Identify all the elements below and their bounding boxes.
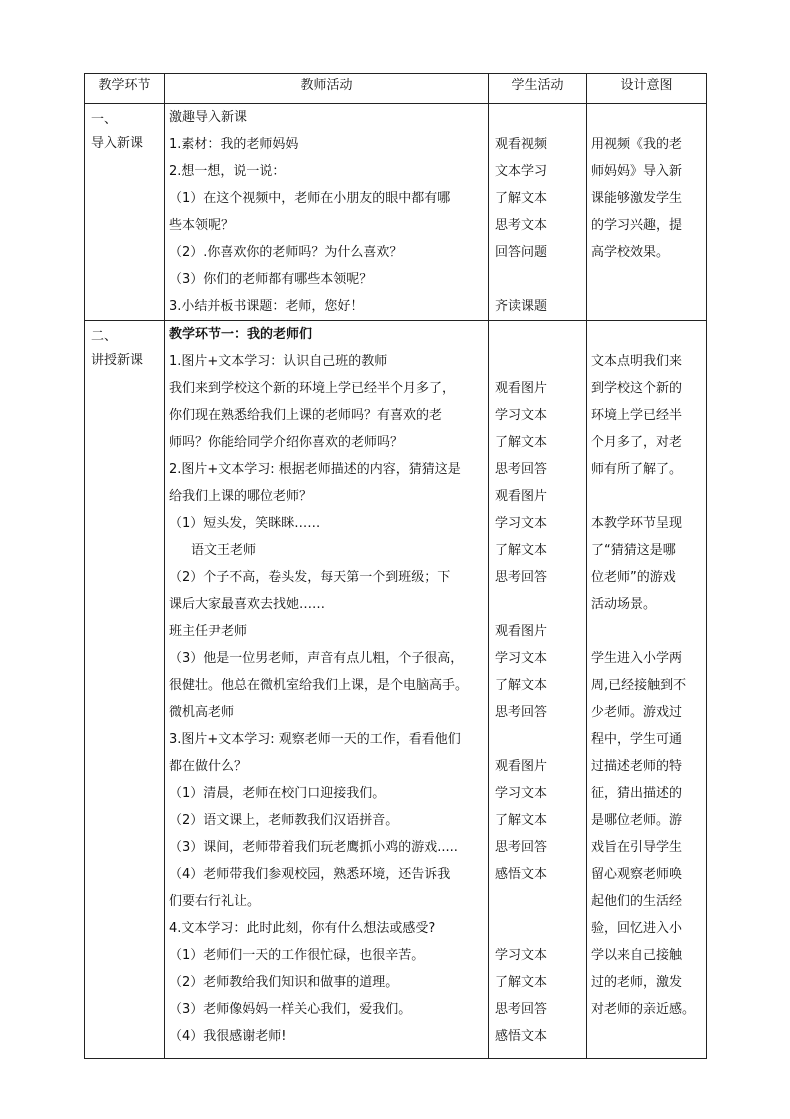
student-activity-cell: [489, 321, 587, 1059]
teacher-line: 3.小结并板书课题：老师，您好！: [169, 299, 364, 314]
student-activity-text: [489, 321, 586, 1050]
teacher-line: 4.文本学习：此时此刻，你有什么想法或感受?: [169, 921, 436, 936]
stage-cell: [85, 321, 165, 1059]
intent-line: 学以来自己接触: [591, 948, 683, 963]
teacher-line: （1）在这个视频中，老师在小朋友的眼中都有哪: [169, 191, 451, 206]
student-line: 思考回答: [495, 570, 548, 585]
intent-line: 课能够激发学生: [591, 191, 683, 206]
student-line: [489, 888, 586, 915]
student-line: 了解文本: [495, 191, 548, 206]
intent-line: 周,已经接触到不: [591, 678, 687, 693]
intent-line: 的学习兴趣，提: [591, 218, 683, 233]
student-line: 齐读课题: [495, 299, 548, 314]
intent-line: 过描述老师的特: [591, 759, 683, 774]
teacher-line: 你们现在熟悉给我们上课的老师吗？有喜欢的老: [169, 408, 443, 423]
student-line: 观看图片: [495, 759, 548, 774]
student-line: 了解文本: [495, 543, 548, 558]
teacher-line: 2.图片+文本学习: 根据老师描述的内容，猜猜这是: [169, 462, 461, 477]
teacher-line: 1.素材：我的老师妈妈: [169, 137, 299, 152]
design-intent-text: [587, 321, 706, 1023]
stage-text: [85, 104, 164, 156]
teacher-line: 1.图片+文本学习：认识自己班的教师: [169, 354, 388, 369]
intent-line: [587, 483, 706, 510]
intent-line: 少老师。游戏过: [591, 705, 683, 720]
teacher-line: 们要右行礼让。: [169, 894, 261, 909]
stage-line: 导入新课: [91, 136, 144, 151]
stage-text: [85, 321, 164, 373]
student-line: [489, 266, 586, 293]
teacher-line: 2.想一想，说一说：: [169, 164, 286, 179]
teacher-line: 都在做什么？: [169, 759, 248, 774]
student-line: 回答问题: [495, 245, 548, 260]
intent-line: 过的老师，激发: [591, 975, 683, 990]
header-student-activity: 学生活动: [489, 74, 587, 104]
student-line: [489, 726, 586, 753]
student-line: 观看图片: [495, 381, 548, 396]
intent-line: 师妈妈》导入新: [591, 164, 683, 179]
intent-line: 起他们的生活经: [591, 894, 683, 909]
intent-line: 用视频《我的老: [591, 137, 683, 152]
intent-line: 高学校效果。: [591, 245, 670, 260]
header-design-intent: 设计意图: [587, 74, 707, 104]
intent-line: 对老师的亲近感。: [591, 1002, 696, 1017]
student-line: [489, 915, 586, 942]
teacher-line: 班主任尹老师: [169, 624, 248, 639]
table-row-lecture: [85, 321, 707, 1059]
intent-line: 学生进入小学两: [591, 651, 683, 666]
teacher-line: （1）清晨，老师在校门口迎接我们。: [169, 786, 386, 801]
intent-line: 了“猜猜这是哪: [591, 543, 676, 558]
teacher-line: （4）我很感谢老师!: [169, 1029, 287, 1044]
student-line: 学习文本: [495, 651, 548, 666]
design-intent-cell: [587, 321, 707, 1059]
teacher-line: 语文王老师: [191, 543, 257, 558]
teacher-line: 3.图片+文本学习: 观察老师一天的工作，看看他们: [169, 732, 461, 747]
intent-line: 留心观察老师唤: [591, 867, 683, 882]
header-teaching-stage: 教学环节: [85, 74, 165, 104]
intent-line: 验，回忆进入小: [591, 921, 683, 936]
teacher-line: 微机高老师: [169, 705, 235, 720]
student-line: [489, 321, 586, 348]
intent-line: [587, 618, 706, 645]
student-line: 思考回答: [495, 840, 548, 855]
student-line: 思考回答: [495, 462, 548, 477]
stage-line: 二、: [91, 329, 118, 344]
student-line: 了解文本: [495, 813, 548, 828]
teacher-activity-text: [165, 104, 488, 320]
teacher-line: 激趣导入新课: [169, 110, 248, 125]
student-line: 观看图片: [495, 489, 548, 504]
student-line: 感悟文本: [495, 867, 548, 882]
student-activity-cell: [489, 104, 587, 321]
student-line: 思考回答: [495, 1002, 548, 1017]
teacher-activity-cell: [165, 104, 489, 321]
teacher-line: 很健壮。他总在微机室给我们上课，是个电脑高手。: [169, 678, 469, 693]
intent-line: 征，猜出描述的: [591, 786, 683, 801]
table-header-row: [85, 74, 707, 104]
intent-line: 是哪位老师。游: [591, 813, 683, 828]
intent-line: 活动场景。: [591, 597, 657, 612]
intent-line: 文本点明我们来: [591, 354, 683, 369]
intent-line: [587, 104, 706, 131]
teacher-line: 我们来到学校这个新的环境上学已经半个月多了，: [169, 381, 456, 396]
intent-line: 个月多了，对老: [591, 435, 683, 450]
intent-line: 位老师”的游戏: [591, 570, 676, 585]
student-line: 文本学习: [495, 164, 548, 179]
teacher-line: 课后大家最喜欢去找她……: [169, 597, 326, 612]
intent-line: 程中，学生可通: [591, 732, 683, 747]
teacher-line: 教学环节一：我的老师们: [169, 327, 313, 342]
student-line: 了解文本: [495, 975, 548, 990]
teacher-line: （3）他是一位男老师，声音有点儿粗，个子很高，: [169, 651, 464, 666]
student-line: 观看图片: [495, 624, 548, 639]
teacher-line: （4）老师带我们参观校园，熟悉环境，还告诉我: [169, 867, 451, 882]
student-line: 思考文本: [495, 218, 548, 233]
student-line: [489, 104, 586, 131]
teacher-activity-text: [165, 321, 488, 1050]
student-line: 了解文本: [495, 435, 548, 450]
student-line: [489, 348, 586, 375]
teacher-line: （2）个子不高，卷头发，每天第一个到班级；下: [169, 570, 451, 585]
student-line: 学习文本: [495, 516, 548, 531]
teacher-line: （2）老师教给我们知识和做事的道理。: [169, 975, 399, 990]
header-teacher-activity: 教师活动: [165, 74, 489, 104]
design-intent-cell: [587, 104, 707, 321]
teacher-line: （3）你们的老师都有哪些本领呢？: [169, 272, 373, 287]
intent-line: 本教学环节呈现: [591, 516, 683, 531]
teacher-line: （3）老师像妈妈一样关心我们，爱我们。: [169, 1002, 412, 1017]
student-line: [489, 591, 586, 618]
teacher-activity-cell: [165, 321, 489, 1059]
teacher-line: 些本领呢？: [169, 218, 235, 233]
student-line: 学习文本: [495, 948, 548, 963]
teacher-line: （1）老师们一天的工作很忙碌，也很辛苦。: [169, 948, 425, 963]
teacher-line: （3）课间，老师带着我们玩老鹰抓小鸡的游戏.....: [169, 840, 458, 855]
student-line: 思考回答: [495, 705, 548, 720]
student-line: 了解文本: [495, 678, 548, 693]
teacher-line: 师吗？你能给同学介绍你喜欢的老师吗？: [169, 435, 404, 450]
stage-cell: [85, 104, 165, 321]
intent-line: 师有所了解了。: [591, 462, 683, 477]
student-line: 学习文本: [495, 786, 548, 801]
stage-line: 一、: [91, 112, 118, 127]
student-line: 学习文本: [495, 408, 548, 423]
student-line: 观看视频: [495, 137, 548, 152]
intent-line: 戏旨在引导学生: [591, 840, 683, 855]
teacher-line: （2）.你喜欢你的老师吗？为什么喜欢？: [169, 245, 403, 260]
student-activity-text: [489, 104, 586, 320]
lesson-plan-table: [84, 73, 707, 1059]
table-row-intro: [85, 104, 707, 321]
intent-line: 环境上学已经半: [591, 408, 683, 423]
teacher-line: 给我们上课的哪位老师？: [169, 489, 313, 504]
teacher-line: （2）语文课上，老师教我们汉语拼音。: [169, 813, 399, 828]
intent-line: 到学校这个新的: [591, 381, 683, 396]
design-intent-text: [587, 104, 706, 266]
teacher-line: （1）短头发，笑眯眯……: [169, 516, 321, 531]
stage-line: 讲授新课: [91, 353, 144, 368]
student-line: 感悟文本: [495, 1029, 548, 1044]
intent-line: [587, 321, 706, 348]
